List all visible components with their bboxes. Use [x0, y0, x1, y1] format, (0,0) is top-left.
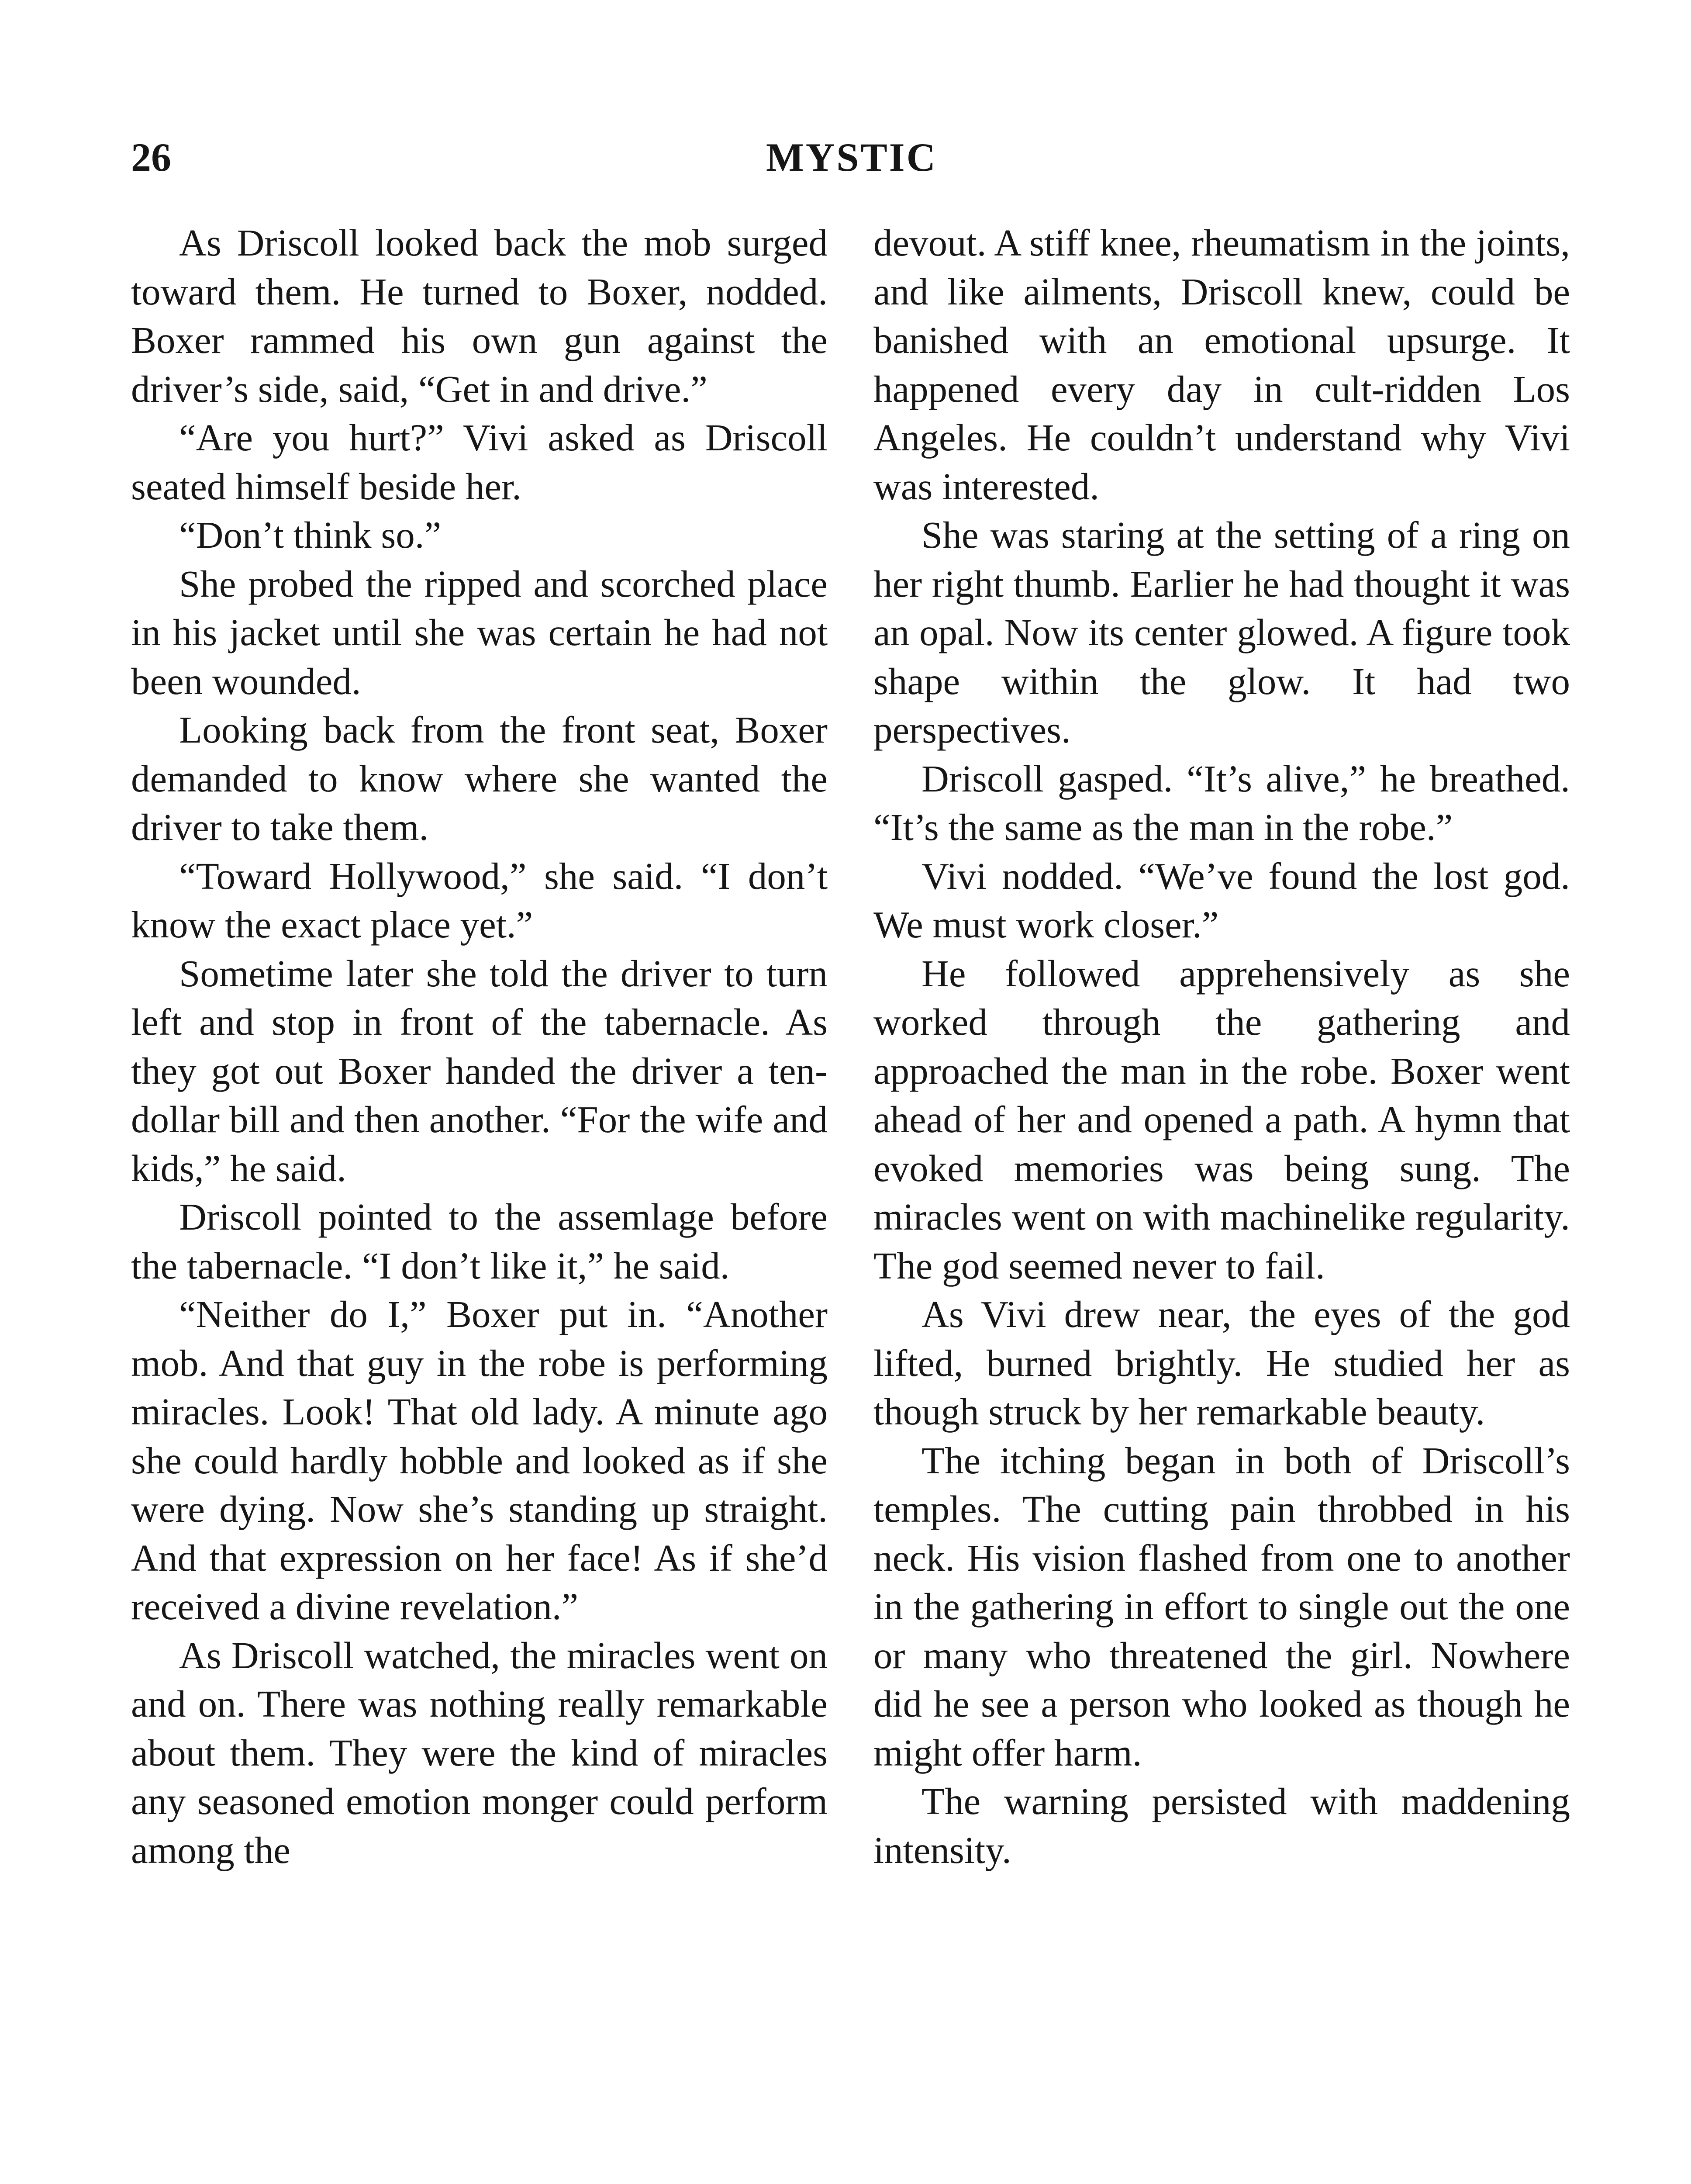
paragraph: Driscoll pointed to the assemlage before the tabernacle. “I don’t like it,” he said.: [131, 1196, 828, 1287]
paragraph: The itching began in both of Driscoll’s temples. The cutting pain throbbed in his neck. His vision flashed from one to another in the gathering in effort to single out the one or many who threatened the girl. Nowhere did he see a person who looked as though he might offer harm.: [873, 1439, 1570, 1774]
paragraph: Vivi nodded. “We’ve found the lost god. We must work closer.”: [873, 854, 1570, 946]
paragraph: The warning persisted with maddening intensity.: [873, 1780, 1570, 1871]
paragraph: As Vivi drew near, the eyes of the god lifted, burned brightly. He studied her as though struck by her remarkable beauty.: [873, 1293, 1570, 1433]
paragraph: As Driscoll looked back the mob surged toward them. He turned to Boxer, nodded. Boxer rammed his own gun against the driver’s side, said, “Get in and drive.”: [131, 221, 828, 410]
running-head: MYSTIC: [766, 135, 938, 180]
paragraph: As Driscoll watched, the miracles went on and on. There was nothing really remarkable about them. They were the kind of miracles any seasoned emotion monger could perform among the: [131, 1634, 828, 1871]
right-column: [873, 218, 1570, 1874]
page-number: 26: [131, 135, 171, 180]
paragraph-continued: devout. A stiff knee, rheumatism in the joints, and like ailments, Driscoll knew, could be banished with an emotional upsurge. It happened every day in cult-ridden Los Angeles. He couldn’t understand why Vivi was interested.: [873, 221, 1570, 508]
page-header: [131, 131, 1572, 192]
paragraph: He followed apprehensively as she worked through the gathering and approached the man in the robe. Boxer went ahead of her and opened a path. A hymn that evoked memories was being sung. The miracles went on with machinelike regularity. The god seemed never to fail.: [873, 952, 1570, 1287]
paragraph: “Are you hurt?” Vivi asked as Driscoll seated himself beside her.: [131, 416, 828, 508]
paragraph: “Don’t think so.”: [179, 514, 442, 556]
paragraph: Sometime later she told the driver to turn left and stop in front of the tabernacle. As they got out Boxer handed the driver a ten-dollar bill and then another. “For the wife and kids,” he said.: [131, 952, 828, 1189]
paragraph: “Neither do I,” Boxer put in. “Another mob. And that guy in the robe is performing miracles. Look! That old lady. A minute ago she could hardly hobble and looked as if she were dying. Now she’s standing up straight. And that expression on her face! As if she’d received a divine revelation.”: [131, 1293, 828, 1628]
paragraph: Driscoll gasped. “It’s alive,” he breathed. “It’s the same as the man in the robe.”: [873, 757, 1570, 848]
paragraph: She probed the ripped and scorched place in his jacket until she was certain he had not been wounded.: [131, 562, 828, 702]
paragraph: Looking back from the front seat, Boxer demanded to know where she wanted the driver to take them.: [131, 708, 828, 848]
paragraph: She was staring at the setting of a ring on her right thumb. Earlier he had thought it was an opal. Now its center glowed. A figure took shape within the glow. It had two perspectives.: [873, 514, 1570, 751]
left-column: [131, 218, 828, 1874]
paragraph: “Toward Hollywood,” she said. “I don’t know the exact place yet.”: [131, 854, 828, 946]
